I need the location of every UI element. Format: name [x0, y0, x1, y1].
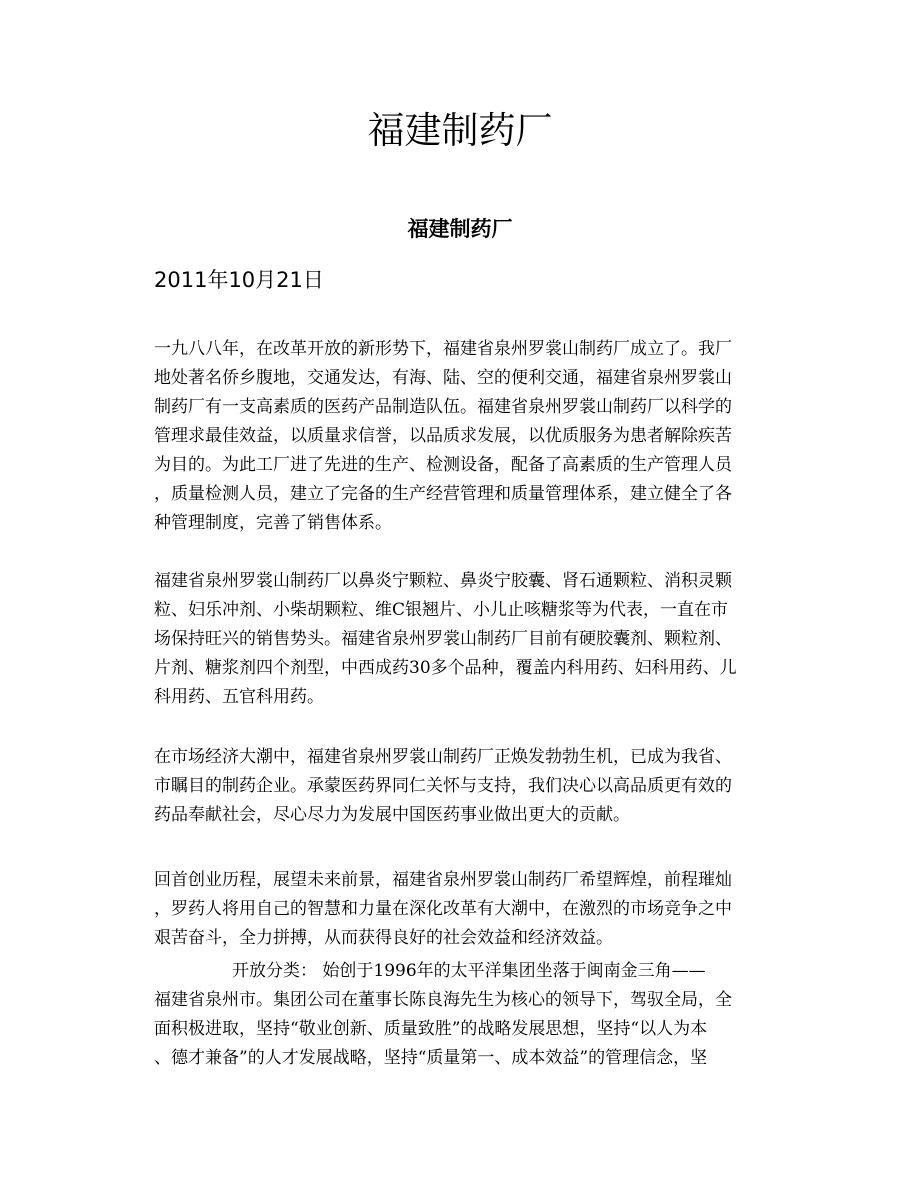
text-line: 福建省泉州市。集团公司在董事长陈良海先生为核心的领导下，驾驭全局，全: [154, 990, 732, 1010]
text-line: 在市场经济大潮中，福建省泉州罗裳山制药厂正焕发勃勃生机，已成为我省、: [154, 747, 732, 767]
text-line: 制药厂有一支高素质的医药产品制造队伍。福建省泉州罗裳山制药厂以科学的: [154, 397, 732, 417]
page-subtitle: 福建制药厂: [407, 217, 513, 241]
document-date: 2011年10月21日: [154, 268, 324, 292]
paragraph-group: [154, 957, 769, 1073]
paragraph-market: [154, 743, 769, 830]
page-title: 福建制药厂: [367, 109, 553, 152]
text-line: 回首创业历程，展望未来前景，福建省泉州罗裳山制药厂希望辉煌，前程璀灿: [154, 870, 732, 890]
text-line: 药品奉献社会，尽心尽力为发展中国医药事业做出更大的贡献。: [154, 805, 630, 825]
text-line: 福建省泉州罗裳山制药厂以鼻炎宁颗粒、鼻炎宁胶囊、肾石通颗粒、消积灵颗: [154, 571, 732, 591]
text-line: ，罗药人将用自己的智慧和力量在深化改革有大潮中，在激烈的市场竞争之中: [154, 899, 732, 919]
text-line: ，质量检测人员，建立了完备的生产经营管理和质量管理体系，建立健全了各: [154, 484, 732, 504]
text-line: 地处著名侨乡腹地，交通发达，有海、陆、空的便利交通，福建省泉州罗裳山: [154, 368, 732, 388]
text-line: 面积极进取，坚持“敬业创新、质量致胜”的战略发展思想，坚持“以人为本: [154, 1019, 708, 1039]
text-line: 开放分类： 始创于1996年的太平洋集团坐落于闽南金三角——: [232, 961, 706, 981]
text-line: 为目的。为此工厂进了先进的生产、检测设备，配备了高素质的生产管理人员: [154, 455, 732, 475]
text-line: 科用药、五官科用药。: [154, 687, 324, 707]
paragraph-outlook: [154, 866, 769, 953]
text-line: 、德才兼备”的人才发展战略，坚持“质量第一、成本效益”的管理信念，坚: [154, 1048, 708, 1068]
text-line: 场保持旺兴的销售势头。福建省泉州罗裳山制药厂目前有硬胶囊剂、颗粒剂、: [154, 629, 732, 649]
text-line: 艰苦奋斗，全力拼搏，从而获得良好的社会效益和经济效益。: [154, 928, 613, 948]
paragraph-intro: [154, 335, 769, 538]
text-line: 片剂、糖浆剂四个剂型，中西成药30多个品种，覆盖内科用药、妇科用药、儿: [154, 658, 737, 678]
paragraph-products: [154, 567, 769, 712]
text-line: 市瞩目的制药企业。承蒙医药界同仁关怀与支持，我们决心以高品质更有效的: [154, 776, 732, 796]
text-line: 一九八八年，在改革开放的新形势下，福建省泉州罗裳山制药厂成立了。我厂: [154, 339, 732, 359]
text-line: 管理求最佳效益，以质量求信誉，以品质求发展，以优质服务为患者解除疾苦: [154, 426, 732, 446]
text-line: 粒、妇乐冲剂、小柴胡颗粒、维C银翘片、小儿止咳糖浆等为代表，一直在市: [154, 600, 729, 620]
text-line: 种管理制度，完善了销售体系。: [154, 513, 392, 533]
